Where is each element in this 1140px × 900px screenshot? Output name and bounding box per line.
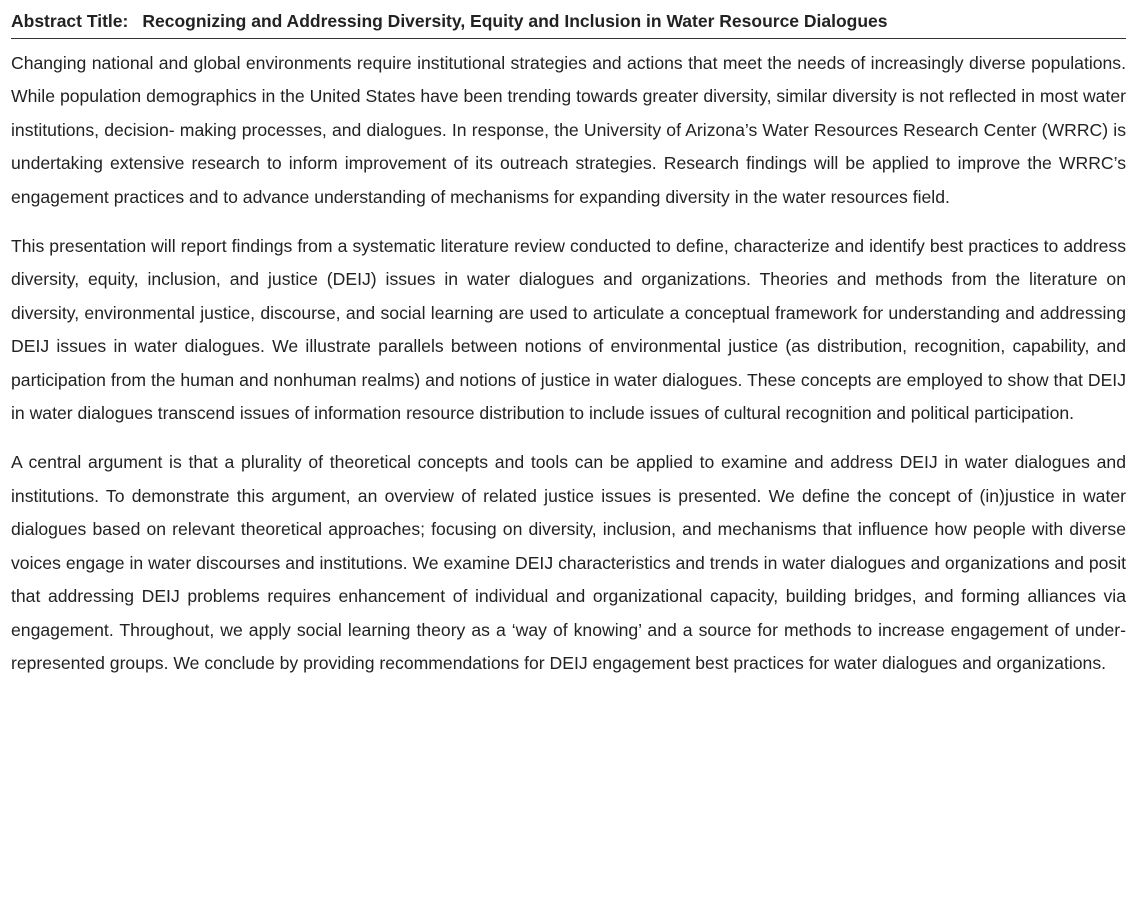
title-label: Abstract Title: xyxy=(11,11,129,31)
paragraph-2: This presentation will report findings from a systematic literature review conducted to define, characterize and identify best practices to address diversity, equity, inclusion, and justice (DEIJ) issues in water dialogues and organizations. Theories and methods from the literature on diversity, environmental justice, discourse, and social learning are used to articulate a conceptual framework for understanding and addressing DEIJ issues in water dialogues. We illustrate parallels between notions of environmental justice (as distribution, recognition, capability, and participation from the human and nonhuman realms) and notions of justice in water dialogues. These concepts are employed to show that DEIJ in water dialogues transcend issues of information resource distribution to include issues of cultural recognition and political participation. xyxy=(11,236,1126,424)
abstract-title-row xyxy=(11,8,1126,39)
abstract-title: Recognizing and Addressing Diversity, Equity and Inclusion in Water Resource Dialogues xyxy=(142,11,888,31)
paragraph-3: A central argument is that a plurality of theoretical concepts and tools can be applied to examine and address DEIJ in water dialogues and institutions. To demonstrate this argument, an overview of related justice issues is presented. We define the concept of (in)justice in water dialogues based on relevant theoretical approaches; focusing on diversity, inclusion, and mechanisms that influence how people with diverse voices engage in water discourses and institutions. We examine DEIJ characteristics and trends in water dialogues and organizations and posit that addressing DEIJ problems requires enhancement of individual and organizational capacity, building bridges, and forming alliances via engagement. Throughout, we apply social learning theory as a ‘way of knowing’ and a source for methods to increase engagement of under-represented groups. We conclude by providing recommendations for DEIJ engagement best practices for water dialogues and organizations. xyxy=(11,452,1126,673)
paragraph-1: Changing national and global environments require institutional strategies and actions that meet the needs of increasingly diverse populations. While population demographics in the United States have been trending towards greater diversity, similar diversity is not reflected in most water institutions, decision- making processes, and dialogues. In response, the University of Arizona’s Water Resources Research Center (WRRC) is undertaking extensive research to inform improvement of its outreach strategies. Research findings will be applied to improve the WRRC’s engagement practices and to advance understanding of mechanisms for expanding diversity in the water resources field. xyxy=(11,53,1126,207)
